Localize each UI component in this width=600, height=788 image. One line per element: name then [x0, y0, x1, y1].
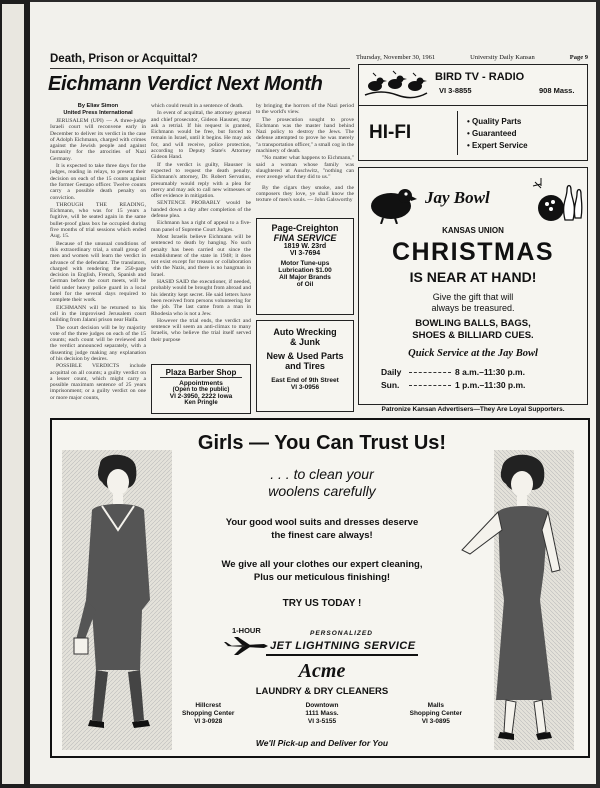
story-paragraph: If the verdict is guilty, Hausner is expected to request the death penalty. Eichmann's attorney, Dr. Robert Servatius, presumably would reply with a plea for mercy and may ask to call new witnesses or offer evidence in mitigation. — [151, 161, 251, 200]
bird-tv-address: 908 Mass. — [539, 86, 575, 95]
bullet-item: • Quality Parts — [467, 117, 522, 126]
story-paragraph: However the trial ends, the verdict and sentence will seem an anti-climax to many Israelis, who believe the trial itself served their purpose — [151, 317, 251, 343]
jay-bowl-location: KANSAS UNION — [442, 226, 504, 235]
jay-bowl-slogan: Quick Service at the Jay Bowl — [408, 348, 538, 359]
hours-row: Sun. 1 p.m.–11:30 p.m. — [381, 380, 526, 390]
acme-brand-sub: LAUNDRY & DRY CLEANERS — [255, 686, 389, 697]
story-paragraph: Most Israelis believe Eichmann will be sentenced to death by hanging. No such penalty has been carried out since the establishment of the state in 1948; it does not exist except for treason or collaboration with the Nazis, and there is no hangman in Israel. — [151, 233, 251, 278]
paper-name: University Daily Kansan — [470, 54, 535, 61]
christmas-subheadline: IS NEAR AT HAND! — [409, 269, 537, 285]
bird-tv-rule — [359, 105, 587, 106]
jay-bowl-items — [359, 318, 587, 342]
jay-bowl-pitch — [359, 292, 587, 314]
story-headline: Eichmann Verdict Next Month — [48, 73, 323, 95]
lightning-rule — [266, 654, 418, 656]
bullet-item: • Expert Service — [467, 141, 528, 150]
bird-tv-phone: VI 3-8855 — [439, 86, 472, 95]
bullet-item: • Guaranteed — [467, 129, 517, 138]
wreck-line: Auto Wrecking — [273, 327, 337, 337]
barber-line: (Open to the public) — [172, 387, 230, 393]
bird-tv-name: BIRD TV - RADIO — [435, 71, 525, 83]
body-line: Your good wool suits and dresses deserve — [225, 517, 419, 528]
story-byline — [50, 103, 146, 116]
page-number: Page 9 — [569, 54, 588, 61]
pc-name: Page-Creighton — [271, 223, 339, 233]
acme-subhead — [182, 466, 462, 500]
pitch-line: Give the gift that will — [432, 292, 514, 302]
body-line: We give all your clothes our expert cleaning, — [221, 559, 423, 570]
acme-locations — [182, 702, 462, 726]
page-header — [356, 54, 588, 61]
wreck-line: New & Used Parts — [266, 351, 344, 361]
pc-line: Lubrication $1.00 — [278, 267, 332, 274]
jay-bowl-hours — [381, 366, 525, 392]
story-paragraph: by bringing the horrors of the Nazi period to the world's view. — [256, 103, 354, 116]
jay-bowl-logo: Jay Bowl — [425, 188, 490, 207]
bowling-pins-icon — [531, 174, 583, 224]
acme-body-2 — [162, 558, 482, 584]
acme-cta: TRY US TODAY ! — [282, 598, 362, 609]
barber-owner: Ken Pringle — [184, 400, 218, 406]
body-line: Plus our meticulous finishing! — [253, 572, 391, 583]
story-paragraph: In event of acquittal, the attorney general and chief prosecutor, Gideon Hausner, may ask a retrial. If his request is granted, Eichmann would be free, but forced to remain in Israel, until it begins. He may ask for, and will receive, police protection, according to Deputy State's Attorney Gideon Hand. — [151, 110, 251, 161]
acme-headline: Girls — You Can Trust Us! — [197, 432, 447, 454]
subhead-line: . . . to clean your — [270, 466, 374, 482]
location-hillcrest: Hillcrest Shopping Center VI 3-0928 — [182, 702, 235, 725]
ad-auto-wrecking — [256, 320, 354, 412]
birds-icon — [363, 69, 429, 105]
byline-name: By Eliav Simon — [77, 103, 119, 109]
acme-body — [172, 516, 472, 542]
woman-illustration-right — [442, 450, 582, 750]
hifi-label: HI-FI — [369, 122, 412, 143]
hifi-divider — [457, 111, 458, 155]
acme-footer: We'll Pick-up and Deliver for You — [255, 738, 389, 748]
story-paragraph: Because of the unusual conditions of this extraordinary trial, a small group of men and women will learn the verdict in advance of the defendant. The translators, charged with rendering the 250-page decision in English, French, Spanish and German before the court meets, will be held under heavy police guard in a local hotel for the several days required to complete their work. — [50, 240, 146, 304]
story-column-2 — [151, 103, 251, 359]
wreck-line: & Junk — [289, 337, 320, 347]
ad-page-creighton — [256, 218, 354, 315]
personalized-label: PERSONALIZED — [310, 630, 373, 637]
barber-name: Plaza Barber Shop — [160, 368, 242, 378]
patronize-line: Patronize Kansan Advertisers—They Are Loyal Supporters. — [381, 406, 565, 413]
pc-service: FINA SERVICE — [273, 233, 337, 243]
wreck-phone: VI 3-0956 — [290, 384, 320, 391]
story-paragraph: JERUSALEM (UPI) — A three-judge Israeli court will reconvene early in December to deliver its verdict in the case of Adolph Eichmann, charged with crimes against the Jewish people and against humanity for the atrocities of Nazi Germany. — [50, 118, 146, 162]
story-column-1 — [50, 118, 146, 416]
jet-plane-icon — [224, 636, 268, 656]
story-paragraph: EICHMANN will be returned to his cell in the improvised Jerusalem court building from Jalami prison near Haifa. — [50, 304, 146, 324]
location-downtown: Downtown 1111 Mass. VI 3-5155 — [305, 702, 339, 725]
barber-line: Appointments — [179, 380, 223, 387]
story-paragraph: HASID SAID the executioner, if needed, probably would be brought from abroad and his identity kept secret. He said letters have been received from persons volunteering for the job. The last came from a man in Rhodesia who is not a Jew. — [151, 279, 251, 317]
pc-line: of Oil — [296, 281, 314, 288]
story-kicker: Death, Prison or Acquittal? — [50, 53, 198, 65]
pc-line: Motor Tune-ups — [280, 260, 330, 267]
pc-phone: VI 3-7694 — [289, 250, 321, 257]
hours-row: Daily 8 a.m.–11:30 p.m. — [381, 367, 525, 377]
ad-jay-bowl — [358, 167, 588, 405]
acme-brand: Acme — [298, 660, 346, 682]
story-paragraph: It is expected to take three days for the judges, reading in relays, to present their decision on each of the 15 counts against the former Gestapo officer. Twelve counts carry a possible death penalty on conviction. — [50, 163, 146, 201]
story-paragraph: which could result in a sentence of death. — [151, 103, 244, 109]
story-column-3 — [256, 103, 354, 211]
items-line: BOWLING BALLS, BAGS, — [415, 318, 531, 329]
jet-lightning-label: JET LIGHTNING SERVICE — [270, 640, 416, 652]
adjacent-page-edge — [0, 0, 30, 788]
adjacent-page — [2, 4, 24, 784]
woman-illustration-left — [62, 450, 172, 750]
jayhawk-icon — [365, 184, 417, 224]
ad-bird-tv — [358, 64, 588, 161]
story-paragraph: THROUGH THE READING, Eichmann, who was for 15 years a fugitive, will be seated again in the same bullet-proof glass box he occupied during five months of trial sessions which ended Aug. 15. — [50, 201, 146, 240]
story-paragraph: The court decision will be by majority vote of the three judges on each of the 15 counts; each count will be reviewed and the verdict announced separately, with a dissenting judge making any explanation of his decision by desires. — [50, 324, 146, 362]
story-paragraph: POSSIBLE VERDICTS include acquittal on all counts; a guilty verdict on a lesser count, which might carry a possible maximum sentence of 25 years imprisonment; or a guilty verdict on one or more major counts, — [50, 363, 146, 401]
pc-address: 1819 W. 23rd — [283, 243, 327, 250]
date-line: Thursday, November 30, 1961 — [356, 54, 436, 61]
ad-acme-cleaners — [50, 418, 590, 758]
barber-phone: VI 2-3950, 2222 Iowa — [169, 393, 233, 400]
one-hour-label: 1-HOUR — [232, 626, 261, 635]
christmas-headline: CHRISTMAS — [391, 238, 555, 266]
pitch-line: always be treasured. — [431, 303, 515, 313]
kicker-rule — [50, 68, 350, 69]
wreck-address: East End of 9th Street — [271, 377, 339, 384]
location-malls: Malls Shopping Center VI 3-0895 — [409, 702, 462, 725]
story-paragraph: "No matter what happens to Eichmann," said a woman whose family was slaughtered at Auschwitz, "nothing can ever avenge what they did to us." — [256, 155, 354, 181]
story-paragraph: The prosecution sought to prove Eichmann was the master hand behind Nazi policy to destroy the Jews. The defense attempted to prove he was merely "a transportation officer," a small cog in the machinery of death. — [256, 116, 354, 155]
subhead-line: woolens carefully — [268, 483, 376, 499]
story-paragraph: SENTENCE PROBABLY would be handed down a day after completion of the defense plea. — [151, 200, 251, 220]
wreck-line: and Tires — [285, 361, 325, 371]
newspaper-page — [30, 2, 596, 784]
body-line: the finest care always! — [271, 530, 373, 541]
pc-line: All Major Brands — [279, 274, 331, 281]
story-paragraph: By the cigars they smoke, and the composers they love, ye shall know the texture of men's souls. — John Galsworthy — [256, 184, 354, 204]
items-line: SHOES & BILLIARD CUES. — [412, 330, 534, 341]
byline-agency: United Press International — [63, 109, 133, 116]
story-paragraph: Eichmann has a right of appeal to a five-man panel of Supreme Court Judges. — [151, 220, 251, 233]
bird-tv-bullets — [467, 116, 528, 152]
ad-plaza-barber — [151, 364, 251, 414]
